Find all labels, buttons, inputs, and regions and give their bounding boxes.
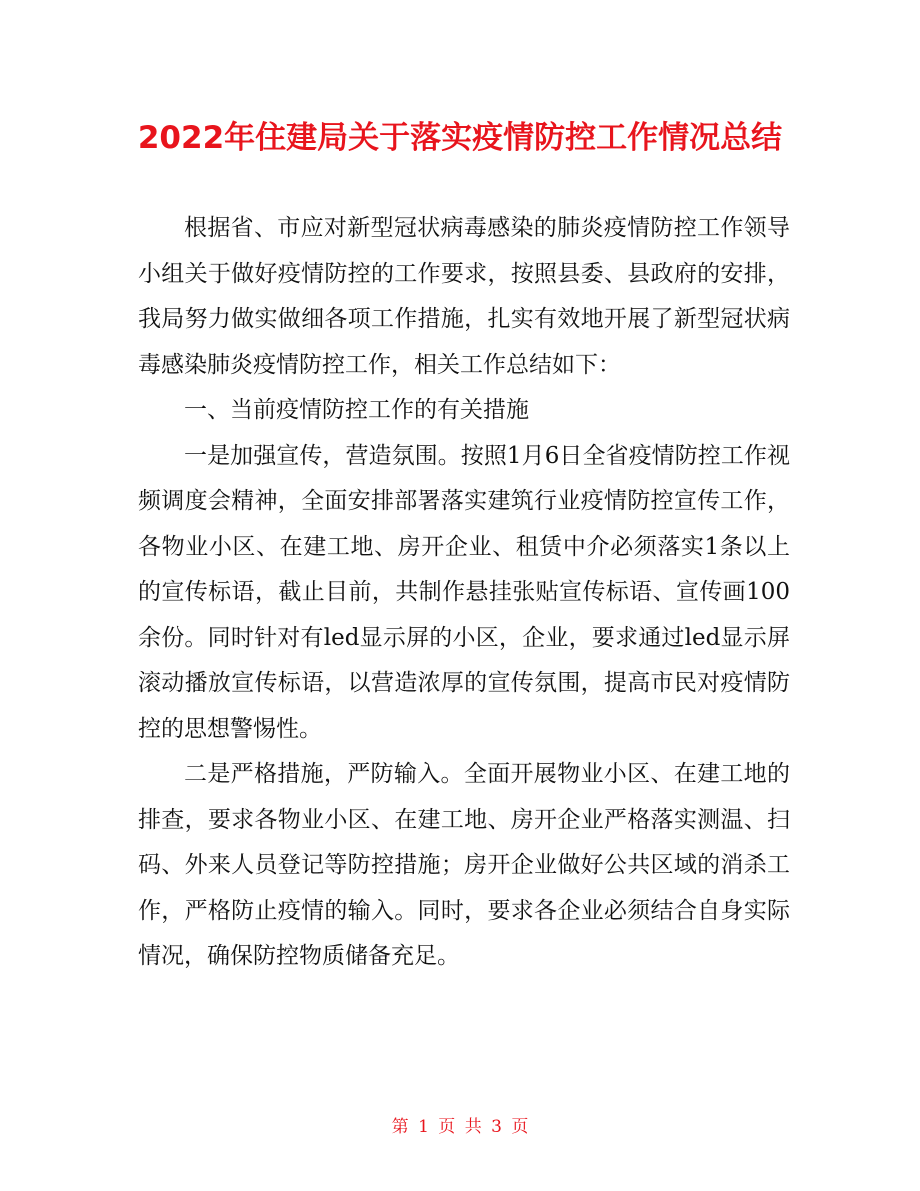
document-body [138,206,790,980]
page-number-footer: 第 1 页 共 3 页 [391,1117,529,1137]
section-heading: 一、当前疫情防控工作的有关措施 [184,397,529,423]
paragraph-measures: 二是严格措施，严防输入。全面开展物业小区、在建工地的排查，要求各物业小区、在建工地、房开企业严格落实测温、扫码、外来人员登记等防控措施；房开企业做好公共区域的消杀工作，严格防止疫情的输入。同时，要求各企业必须结合自身实际情况，确保防控物质储备充足。 [138,761,790,969]
paragraph-intro: 根据省、市应对新型冠状病毒感染的肺炎疫情防控工作领导小组关于做好疫情防控的工作要求，按照县委、县政府的安排，我局努力做实做细各项工作措施，扎实有效地开展了新型冠状病毒感染肺炎疫情防控工作，相关工作总结如下： [138,215,790,378]
paragraph-publicity: 一是加强宣传，营造氛围。按照1月6日全省疫情防控工作视频调度会精神，全面安排部署落实建筑行业疫情防控宣传工作，各物业小区、在建工地、房开企业、租赁中介必须落实1条以上的宣传标语，截止目前，共制作悬挂张贴宣传标语、宣传画100余份。同时针对有led显示屏的小区，企业，要求通过led显示屏滚动播放宣传标语，以营造浓厚的宣传氛围，提高市民对疫情防控的思想警惕性。 [138,442,790,742]
document-title: 2022年住建局关于落实疫情防控工作情况总结 [137,120,783,156]
